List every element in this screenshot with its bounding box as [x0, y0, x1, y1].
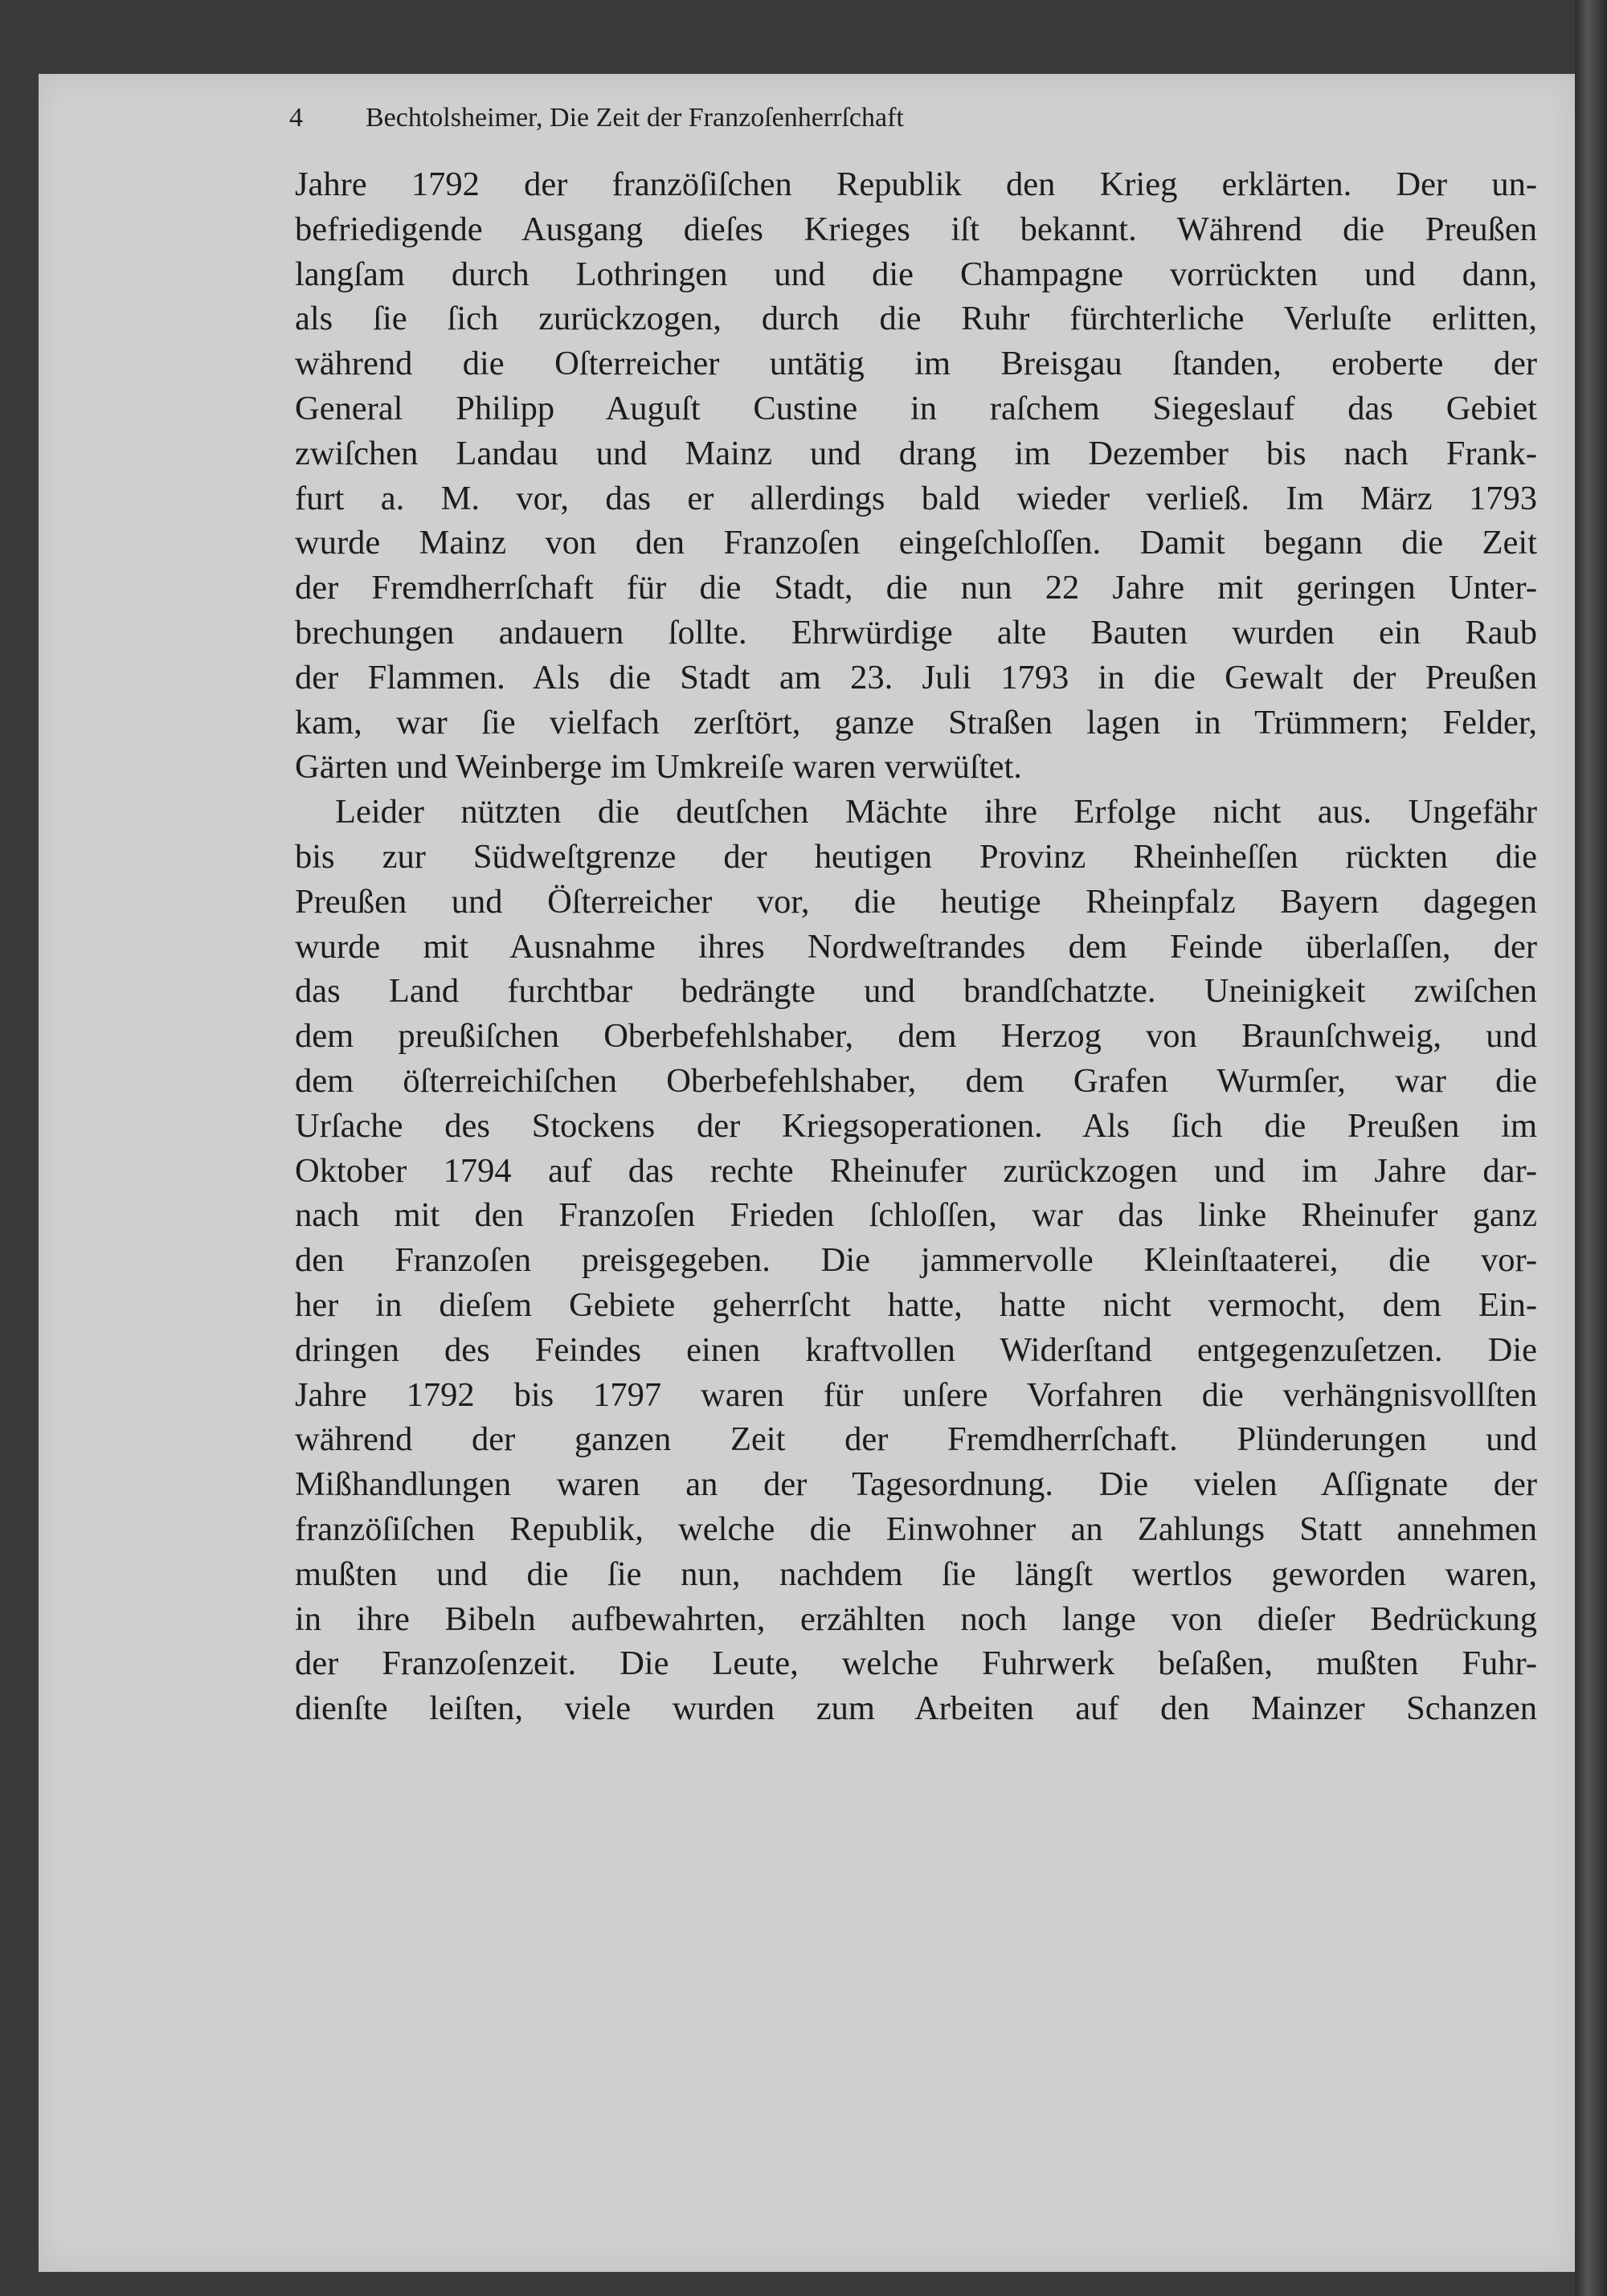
text-line: der Flammen. Als die Stadt am 23. Juli 1793 in die Gewalt der Preußen — [295, 658, 1537, 697]
text-line: das Land furchtbar bedrängte und brandſchatzte. Uneinigkeit zwiſchen — [295, 972, 1537, 1011]
text-line: wurde Mainz von den Franzoſen eingeſchloſſen. Damit begann die Zeit — [295, 524, 1537, 562]
text-line: der Fremdherrſchaft für die Stadt, die nun 22 Jahre mit geringen Unter- — [295, 569, 1537, 607]
paragraph-end-line: Gärten und Weinberge im Umkreiſe waren verwüſtet. — [295, 748, 1022, 786]
text-line: kam, war ſie vielfach zerſtört, ganze Straßen lagen in Trümmern; Felder, — [295, 703, 1537, 742]
text-line: her in dieſem Gebiete geherrſcht hatte, hatte nicht vermocht, dem Ein- — [295, 1285, 1537, 1324]
text-line: befriedigende Ausgang dieſes Krieges iſt bekannt. Während die Preußen — [295, 210, 1537, 248]
text-line: während der ganzen Zeit der Fremdherrſchaft. Plünderungen und — [295, 1420, 1537, 1459]
page-number: 4 — [289, 103, 303, 133]
text-line: Preußen und Öſterreicher vor, die heutige Rheinpfalz Bayern dagegen — [295, 882, 1537, 921]
text-line: franzöſiſchen Republik, welche die Einwohner an Zahlungs Statt annehmen — [295, 1510, 1537, 1548]
running-head — [289, 98, 1543, 138]
text-line: wurde mit Ausnahme ihres Nordweſtrandes dem Feinde überlaſſen, der — [295, 927, 1537, 966]
text-line: Urſache des Stockens der Kriegsoperationen. Als ſich die Preußen im — [295, 1106, 1537, 1145]
text-line: dringen des Feindes einen kraftvollen Widerſtand entgegenzuſetzen. Die — [295, 1330, 1537, 1369]
paragraph-first-line: Leider nützten die deutſchen Mächte ihre Erfolge nicht aus. Ungefähr — [335, 793, 1537, 831]
text-line: brechungen andauern ſollte. Ehrwürdige alte Bauten wurden ein Raub — [295, 613, 1537, 652]
text-line: mußten und die ſie nun, nachdem ſie längſt wertlos geworden waren, — [295, 1554, 1537, 1593]
text-line: dienſte leiſten, viele wurden zum Arbeiten auf den Mainzer Schanzen — [295, 1689, 1537, 1728]
text-line: nach mit den Franzoſen Frieden ſchloſſen, war das linke Rheinufer ganz — [295, 1196, 1537, 1235]
text-line: furt a. M. vor, das er allerdings bald wieder verließ. Im März 1793 — [295, 479, 1537, 517]
body-text — [295, 162, 1537, 1731]
running-title: Bechtolsheimer, Die Zeit der Franzoſenherrſchaft — [366, 103, 904, 133]
text-line: dem preußiſchen Oberbefehlshaber, dem Herzog von Braunſchweig, und — [295, 1017, 1537, 1056]
text-line: der Franzoſenzeit. Die Leute, welche Fuhrwerk beſaßen, mußten Fuhr- — [295, 1644, 1537, 1683]
text-line: dem öſterreichiſchen Oberbefehlshaber, dem Grafen Wurmſer, war die — [295, 1061, 1537, 1100]
text-line: bis zur Südweſtgrenze der heutigen Provinz Rheinheſſen rückten die — [295, 837, 1537, 876]
text-line: langſam durch Lothringen und die Champagne vorrückten und dann, — [295, 255, 1537, 293]
text-line: zwiſchen Landau und Mainz und drang im Dezember bis nach Frank- — [295, 434, 1537, 472]
text-line: General Philipp Auguſt Custine in raſchem Siegeslauf das Gebiet — [295, 389, 1537, 427]
text-line: Mißhandlungen waren an der Tagesordnung. Die vielen Aſſignate der — [295, 1465, 1537, 1504]
text-line: Jahre 1792 der franzöſiſchen Republik den Krieg erklärten. Der un- — [295, 165, 1537, 203]
text-line: als ſie ſich zurückzogen, durch die Ruhr fürchterliche Verluſte erlitten, — [295, 300, 1537, 338]
text-line: Jahre 1792 bis 1797 waren für unſere Vorfahren die verhängnisvollſten — [295, 1375, 1537, 1414]
text-line: in ihre Bibeln aufbewahrten, erzählten noch lange von dieſer Bedrückung — [295, 1599, 1537, 1638]
text-line: den Franzoſen preisgegeben. Die jammervolle Kleinſtaaterei, die vor- — [295, 1241, 1537, 1280]
text-line: während die Oſterreicher untätig im Breisgau ſtanden, eroberte der — [295, 345, 1537, 383]
text-line: Oktober 1794 auf das rechte Rheinufer zurückzogen und im Jahre dar- — [295, 1151, 1537, 1190]
scan-edge — [1575, 0, 1607, 2296]
